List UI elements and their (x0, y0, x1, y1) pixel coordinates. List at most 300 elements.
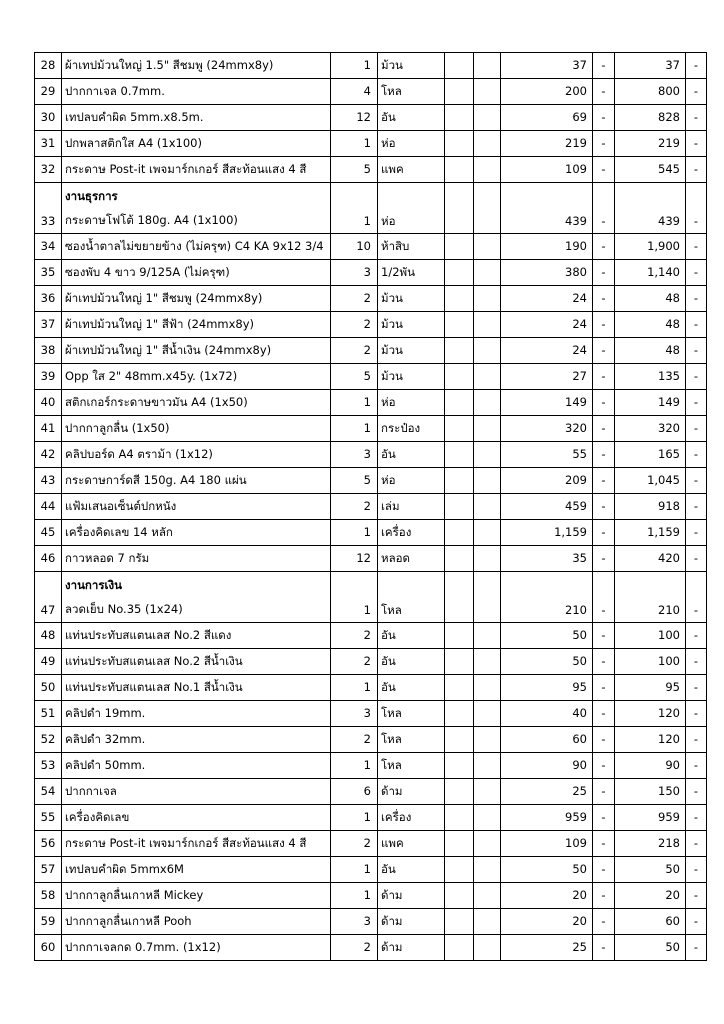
item-description-cell (62, 572, 331, 623)
item-number-cell: 34 (35, 234, 62, 260)
quantity-cell: 2 (331, 727, 378, 753)
unit-price-cell: 90 (501, 753, 593, 779)
item-description-cell: กระดาษ Post-it เพจมาร์กเกอร์ สีสะท้อนแสง 4 สี (62, 831, 331, 857)
unit-cell: ด้าม (378, 935, 445, 961)
empty-cell (474, 701, 501, 727)
unit-price-cell: 190 (501, 234, 593, 260)
item-number-cell: 41 (35, 416, 62, 442)
quantity-cell: 10 (331, 234, 378, 260)
total-price-cell: 20 (615, 883, 686, 909)
item-description-cell: แฟ้มเสนอเซ็นต์ปกหนัง (62, 494, 331, 520)
empty-cell (474, 935, 501, 961)
empty-cell (445, 183, 474, 234)
total-satang-cell: - (686, 390, 707, 416)
item-description-cell: แท่นประทับสแตนเลส No.2 สีน้ำเงิน (62, 649, 331, 675)
empty-cell (445, 727, 474, 753)
section-heading: งานธุรการ (65, 189, 118, 203)
item-number-cell: 48 (35, 623, 62, 649)
empty-cell (445, 286, 474, 312)
item-description-cell: Opp ใส 2" 48mm.x45y. (1x72) (62, 364, 331, 390)
quantity-cell: 2 (331, 623, 378, 649)
quantity-cell: 1 (331, 883, 378, 909)
table-row (35, 53, 707, 79)
item-number-cell: 43 (35, 468, 62, 494)
empty-cell (474, 442, 501, 468)
empty-cell (474, 79, 501, 105)
unit-price-satang-cell: - (593, 494, 615, 520)
unit-price-satang-cell: - (593, 935, 615, 961)
item-description-cell: แท่นประทับสแตนเลส No.1 สีน้ำเงิน (62, 675, 331, 701)
total-price-cell: 959 (615, 805, 686, 831)
item-number-cell: 40 (35, 390, 62, 416)
item-number-cell: 39 (35, 364, 62, 390)
total-price-cell: 218 (615, 831, 686, 857)
empty-cell (445, 468, 474, 494)
item-number-cell: 54 (35, 779, 62, 805)
unit-cell: โหล (378, 753, 445, 779)
item-number-cell: 46 (35, 546, 62, 572)
unit-price-cell: 55 (501, 442, 593, 468)
total-price-cell: 420 (615, 546, 686, 572)
total-satang-cell: - (686, 805, 707, 831)
total-price-cell: 120 (615, 727, 686, 753)
unit-price-satang-cell: - (593, 286, 615, 312)
item-description-cell: ปากกาลูกลื่น (1x50) (62, 416, 331, 442)
quantity-cell: 1 (331, 520, 378, 546)
unit-price-cell: 27 (501, 364, 593, 390)
item-description: ลวดเย็บ No.35 (1x24) (65, 602, 183, 616)
total-satang-cell: - (686, 105, 707, 131)
quantity-cell: 1 (331, 390, 378, 416)
unit-price-satang-cell: - (593, 338, 615, 364)
unit-cell: อัน (378, 649, 445, 675)
unit-cell: หลอด (378, 546, 445, 572)
empty-cell (445, 935, 474, 961)
unit-price-satang-cell: - (593, 183, 615, 234)
item-number-cell: 31 (35, 131, 62, 157)
document-page (34, 52, 706, 961)
quantity-cell: 1 (331, 572, 378, 623)
item-number-cell: 55 (35, 805, 62, 831)
total-satang-cell: - (686, 157, 707, 183)
table-row (35, 442, 707, 468)
total-satang-cell: - (686, 520, 707, 546)
total-satang-cell: - (686, 572, 707, 623)
item-number-cell: 56 (35, 831, 62, 857)
unit-cell: ห่อ (378, 468, 445, 494)
unit-price-cell: 109 (501, 157, 593, 183)
quantity-cell: 5 (331, 364, 378, 390)
table-row (35, 234, 707, 260)
total-satang-cell: - (686, 364, 707, 390)
item-description-cell: คลิปบอร์ด A4 ตราม้า (1x12) (62, 442, 331, 468)
item-description-cell: กระดาษ Post-it เพจมาร์กเกอร์ สีสะท้อนแสง 4 สี (62, 157, 331, 183)
table-row (35, 260, 707, 286)
item-number-cell: 45 (35, 520, 62, 546)
unit-cell: ด้าม (378, 779, 445, 805)
quantity-cell: 3 (331, 701, 378, 727)
unit-price-cell: 50 (501, 649, 593, 675)
total-price-cell: 165 (615, 442, 686, 468)
total-price-cell: 37 (615, 53, 686, 79)
table-row (35, 701, 707, 727)
total-satang-cell: - (686, 494, 707, 520)
unit-price-satang-cell: - (593, 701, 615, 727)
table-row (35, 831, 707, 857)
quantity-cell: 4 (331, 79, 378, 105)
unit-cell: อัน (378, 105, 445, 131)
table-row (35, 468, 707, 494)
total-satang-cell: - (686, 649, 707, 675)
total-satang-cell: - (686, 234, 707, 260)
total-price-cell: 1,159 (615, 520, 686, 546)
empty-cell (445, 312, 474, 338)
unit-price-satang-cell: - (593, 623, 615, 649)
item-description-cell: สติกเกอร์กระดาษขาวมัน A4 (1x50) (62, 390, 331, 416)
unit-price-satang-cell: - (593, 675, 615, 701)
quantity-cell: 3 (331, 442, 378, 468)
unit-price-satang-cell: - (593, 105, 615, 131)
total-price-cell: 320 (615, 416, 686, 442)
empty-cell (474, 312, 501, 338)
unit-price-cell: 24 (501, 286, 593, 312)
unit-cell: ม้วน (378, 338, 445, 364)
empty-cell (474, 727, 501, 753)
supply-items-table (34, 52, 707, 961)
empty-cell (445, 572, 474, 623)
unit-price-cell: 37 (501, 53, 593, 79)
empty-cell (474, 157, 501, 183)
unit-price-satang-cell: - (593, 727, 615, 753)
empty-cell (445, 779, 474, 805)
unit-cell: โหล (378, 572, 445, 623)
empty-cell (474, 105, 501, 131)
unit-price-cell: 60 (501, 727, 593, 753)
unit-price-cell: 219 (501, 131, 593, 157)
total-satang-cell: - (686, 53, 707, 79)
total-price-cell: 219 (615, 131, 686, 157)
item-number-cell: 30 (35, 105, 62, 131)
unit-cell: อัน (378, 442, 445, 468)
total-satang-cell: - (686, 701, 707, 727)
unit-cell: ห้าสิบ (378, 234, 445, 260)
unit-cell: โหล (378, 79, 445, 105)
item-number-cell: 52 (35, 727, 62, 753)
section-table-row (35, 183, 707, 234)
unit-price-cell: 25 (501, 779, 593, 805)
total-price-cell: 1,045 (615, 468, 686, 494)
empty-cell (474, 286, 501, 312)
empty-cell (445, 157, 474, 183)
unit-price-satang-cell: - (593, 234, 615, 260)
item-description-cell: เทปลบคำผิด 5mm.x8.5m. (62, 105, 331, 131)
quantity-cell: 2 (331, 286, 378, 312)
item-description-cell: ปากกาลูกลื่นเกาหลี Mickey (62, 883, 331, 909)
quantity-cell: 1 (331, 131, 378, 157)
empty-cell (445, 338, 474, 364)
quantity-cell: 12 (331, 546, 378, 572)
unit-price-satang-cell: - (593, 416, 615, 442)
empty-cell (445, 234, 474, 260)
quantity-cell: 6 (331, 779, 378, 805)
total-satang-cell: - (686, 753, 707, 779)
total-satang-cell: - (686, 675, 707, 701)
item-description-cell: ปากกาลูกลื่นเกาหลี Pooh (62, 909, 331, 935)
table-row (35, 338, 707, 364)
quantity-cell: 1 (331, 416, 378, 442)
unit-price-satang-cell: - (593, 53, 615, 79)
table-row (35, 286, 707, 312)
table-row (35, 935, 707, 961)
empty-cell (445, 390, 474, 416)
quantity-cell: 5 (331, 157, 378, 183)
item-number-cell: 37 (35, 312, 62, 338)
empty-cell (445, 701, 474, 727)
item-description: กระดาษโฟโต้ 180g. A4 (1x100) (65, 213, 238, 227)
empty-cell (474, 779, 501, 805)
total-satang-cell: - (686, 338, 707, 364)
empty-cell (474, 675, 501, 701)
unit-cell: อัน (378, 623, 445, 649)
unit-price-satang-cell: - (593, 157, 615, 183)
unit-price-cell: 24 (501, 338, 593, 364)
table-row (35, 779, 707, 805)
table-body (35, 53, 707, 961)
total-satang-cell: - (686, 909, 707, 935)
unit-cell: ด้าม (378, 909, 445, 935)
empty-cell (445, 831, 474, 857)
unit-cell: เครื่อง (378, 805, 445, 831)
table-row (35, 131, 707, 157)
empty-cell (445, 364, 474, 390)
empty-cell (445, 131, 474, 157)
empty-cell (474, 649, 501, 675)
empty-cell (474, 857, 501, 883)
unit-cell: แพค (378, 157, 445, 183)
unit-price-cell: 149 (501, 390, 593, 416)
unit-cell: ม้วน (378, 364, 445, 390)
unit-price-satang-cell: - (593, 883, 615, 909)
unit-price-satang-cell: - (593, 831, 615, 857)
table-row (35, 364, 707, 390)
unit-price-cell: 50 (501, 857, 593, 883)
quantity-cell: 2 (331, 935, 378, 961)
empty-cell (445, 909, 474, 935)
unit-price-cell: 69 (501, 105, 593, 131)
empty-cell (474, 53, 501, 79)
empty-cell (445, 883, 474, 909)
unit-price-satang-cell: - (593, 390, 615, 416)
item-description-cell: กาวหลอด 7 กรัม (62, 546, 331, 572)
quantity-cell: 1 (331, 857, 378, 883)
table-row (35, 857, 707, 883)
item-description-cell: คลิปดำ 50mm. (62, 753, 331, 779)
empty-cell (445, 260, 474, 286)
empty-cell (474, 234, 501, 260)
unit-price-cell: 959 (501, 805, 593, 831)
unit-price-satang-cell: - (593, 649, 615, 675)
empty-cell (474, 623, 501, 649)
empty-cell (445, 546, 474, 572)
total-price-cell: 210 (615, 572, 686, 623)
total-price-cell: 100 (615, 623, 686, 649)
total-price-cell: 60 (615, 909, 686, 935)
empty-cell (474, 131, 501, 157)
quantity-cell: 3 (331, 260, 378, 286)
total-satang-cell: - (686, 79, 707, 105)
unit-price-cell: 20 (501, 909, 593, 935)
total-satang-cell: - (686, 260, 707, 286)
table-row (35, 623, 707, 649)
unit-price-satang-cell: - (593, 79, 615, 105)
unit-cell: 1/2พัน (378, 260, 445, 286)
total-satang-cell: - (686, 883, 707, 909)
section-heading: งานการเงิน (65, 578, 122, 592)
unit-price-satang-cell: - (593, 546, 615, 572)
item-number-cell: 28 (35, 53, 62, 79)
total-satang-cell: - (686, 286, 707, 312)
unit-price-cell: 109 (501, 831, 593, 857)
total-price-cell: 50 (615, 935, 686, 961)
unit-price-satang-cell: - (593, 520, 615, 546)
unit-price-cell: 50 (501, 623, 593, 649)
item-description-cell: ปกพลาสติกใส A4 (1x100) (62, 131, 331, 157)
empty-cell (474, 546, 501, 572)
unit-cell: ม้วน (378, 312, 445, 338)
empty-cell (445, 494, 474, 520)
total-satang-cell: - (686, 442, 707, 468)
empty-cell (445, 805, 474, 831)
item-number-cell: 60 (35, 935, 62, 961)
total-satang-cell: - (686, 935, 707, 961)
total-price-cell: 135 (615, 364, 686, 390)
item-description-cell: ผ้าเทปม้วนใหญ่ 1" สีน้ำเงิน (24mmx8y) (62, 338, 331, 364)
unit-price-satang-cell: - (593, 260, 615, 286)
quantity-cell: 2 (331, 831, 378, 857)
table-row (35, 675, 707, 701)
item-description-cell: ซองน้ำตาลไม่ขยายข้าง (ไม่ครุฑ) C4 KA 9x12 3/4 (62, 234, 331, 260)
total-price-cell: 48 (615, 312, 686, 338)
total-price-cell: 48 (615, 338, 686, 364)
table-row (35, 727, 707, 753)
total-satang-cell: - (686, 831, 707, 857)
item-number-cell: 53 (35, 753, 62, 779)
total-satang-cell: - (686, 623, 707, 649)
empty-cell (445, 416, 474, 442)
empty-cell (445, 857, 474, 883)
item-description-cell: คลิปดำ 32mm. (62, 727, 331, 753)
unit-price-satang-cell: - (593, 442, 615, 468)
total-satang-cell: - (686, 468, 707, 494)
empty-cell (445, 105, 474, 131)
empty-cell (474, 805, 501, 831)
item-description-cell: ซองพับ 4 ขาว 9/125A (ไม่ครุฑ) (62, 260, 331, 286)
total-price-cell: 100 (615, 649, 686, 675)
unit-price-satang-cell: - (593, 805, 615, 831)
item-description-cell: ปากกาเจล (62, 779, 331, 805)
quantity-cell: 2 (331, 494, 378, 520)
empty-cell (445, 53, 474, 79)
total-price-cell: 149 (615, 390, 686, 416)
empty-cell (474, 390, 501, 416)
empty-cell (474, 183, 501, 234)
unit-price-satang-cell: - (593, 312, 615, 338)
unit-cell: ม้วน (378, 286, 445, 312)
total-satang-cell: - (686, 416, 707, 442)
total-satang-cell: - (686, 183, 707, 234)
unit-price-cell: 25 (501, 935, 593, 961)
unit-cell: ห่อ (378, 131, 445, 157)
item-description-cell: ปากกาเจลกด 0.7mm. (1x12) (62, 935, 331, 961)
quantity-cell: 1 (331, 753, 378, 779)
empty-cell (474, 416, 501, 442)
empty-cell (445, 649, 474, 675)
unit-price-satang-cell: - (593, 131, 615, 157)
empty-cell (445, 442, 474, 468)
empty-cell (474, 520, 501, 546)
empty-cell (445, 623, 474, 649)
unit-price-cell: 35 (501, 546, 593, 572)
unit-cell: เครื่อง (378, 520, 445, 546)
unit-cell: แพค (378, 831, 445, 857)
unit-cell: เล่ม (378, 494, 445, 520)
item-number-cell: 32 (35, 157, 62, 183)
unit-price-cell: 20 (501, 883, 593, 909)
total-price-cell: 95 (615, 675, 686, 701)
table-row (35, 416, 707, 442)
table-row (35, 753, 707, 779)
unit-cell: อัน (378, 857, 445, 883)
unit-price-cell: 40 (501, 701, 593, 727)
empty-cell (474, 883, 501, 909)
item-description-cell: กระดาษการ์ดสี 150g. A4 180 แผ่น (62, 468, 331, 494)
quantity-cell: 12 (331, 105, 378, 131)
total-price-cell: 120 (615, 701, 686, 727)
unit-price-cell: 439 (501, 183, 593, 234)
quantity-cell: 2 (331, 312, 378, 338)
item-description-cell: ผ้าเทปม้วนใหญ่ 1" สีฟ้า (24mmx8y) (62, 312, 331, 338)
unit-price-cell: 1,159 (501, 520, 593, 546)
table-row (35, 805, 707, 831)
unit-price-cell: 209 (501, 468, 593, 494)
total-price-cell: 1,140 (615, 260, 686, 286)
total-satang-cell: - (686, 546, 707, 572)
table-row (35, 390, 707, 416)
item-description-cell: เครื่องคิดเลข (62, 805, 331, 831)
empty-cell (474, 260, 501, 286)
unit-price-satang-cell: - (593, 572, 615, 623)
quantity-cell: 1 (331, 183, 378, 234)
item-number-cell: 42 (35, 442, 62, 468)
unit-cell: ด้าม (378, 883, 445, 909)
total-price-cell: 439 (615, 183, 686, 234)
unit-price-cell: 459 (501, 494, 593, 520)
item-number-cell: 57 (35, 857, 62, 883)
total-price-cell: 918 (615, 494, 686, 520)
table-row (35, 312, 707, 338)
empty-cell (445, 520, 474, 546)
empty-cell (474, 909, 501, 935)
total-price-cell: 48 (615, 286, 686, 312)
item-number-cell: 29 (35, 79, 62, 105)
empty-cell (474, 572, 501, 623)
unit-cell: ม้วน (378, 53, 445, 79)
item-description-cell: คลิปดำ 19mm. (62, 701, 331, 727)
unit-price-cell: 320 (501, 416, 593, 442)
table-row (35, 883, 707, 909)
item-number-cell: 47 (35, 572, 62, 623)
item-description-cell (62, 183, 331, 234)
